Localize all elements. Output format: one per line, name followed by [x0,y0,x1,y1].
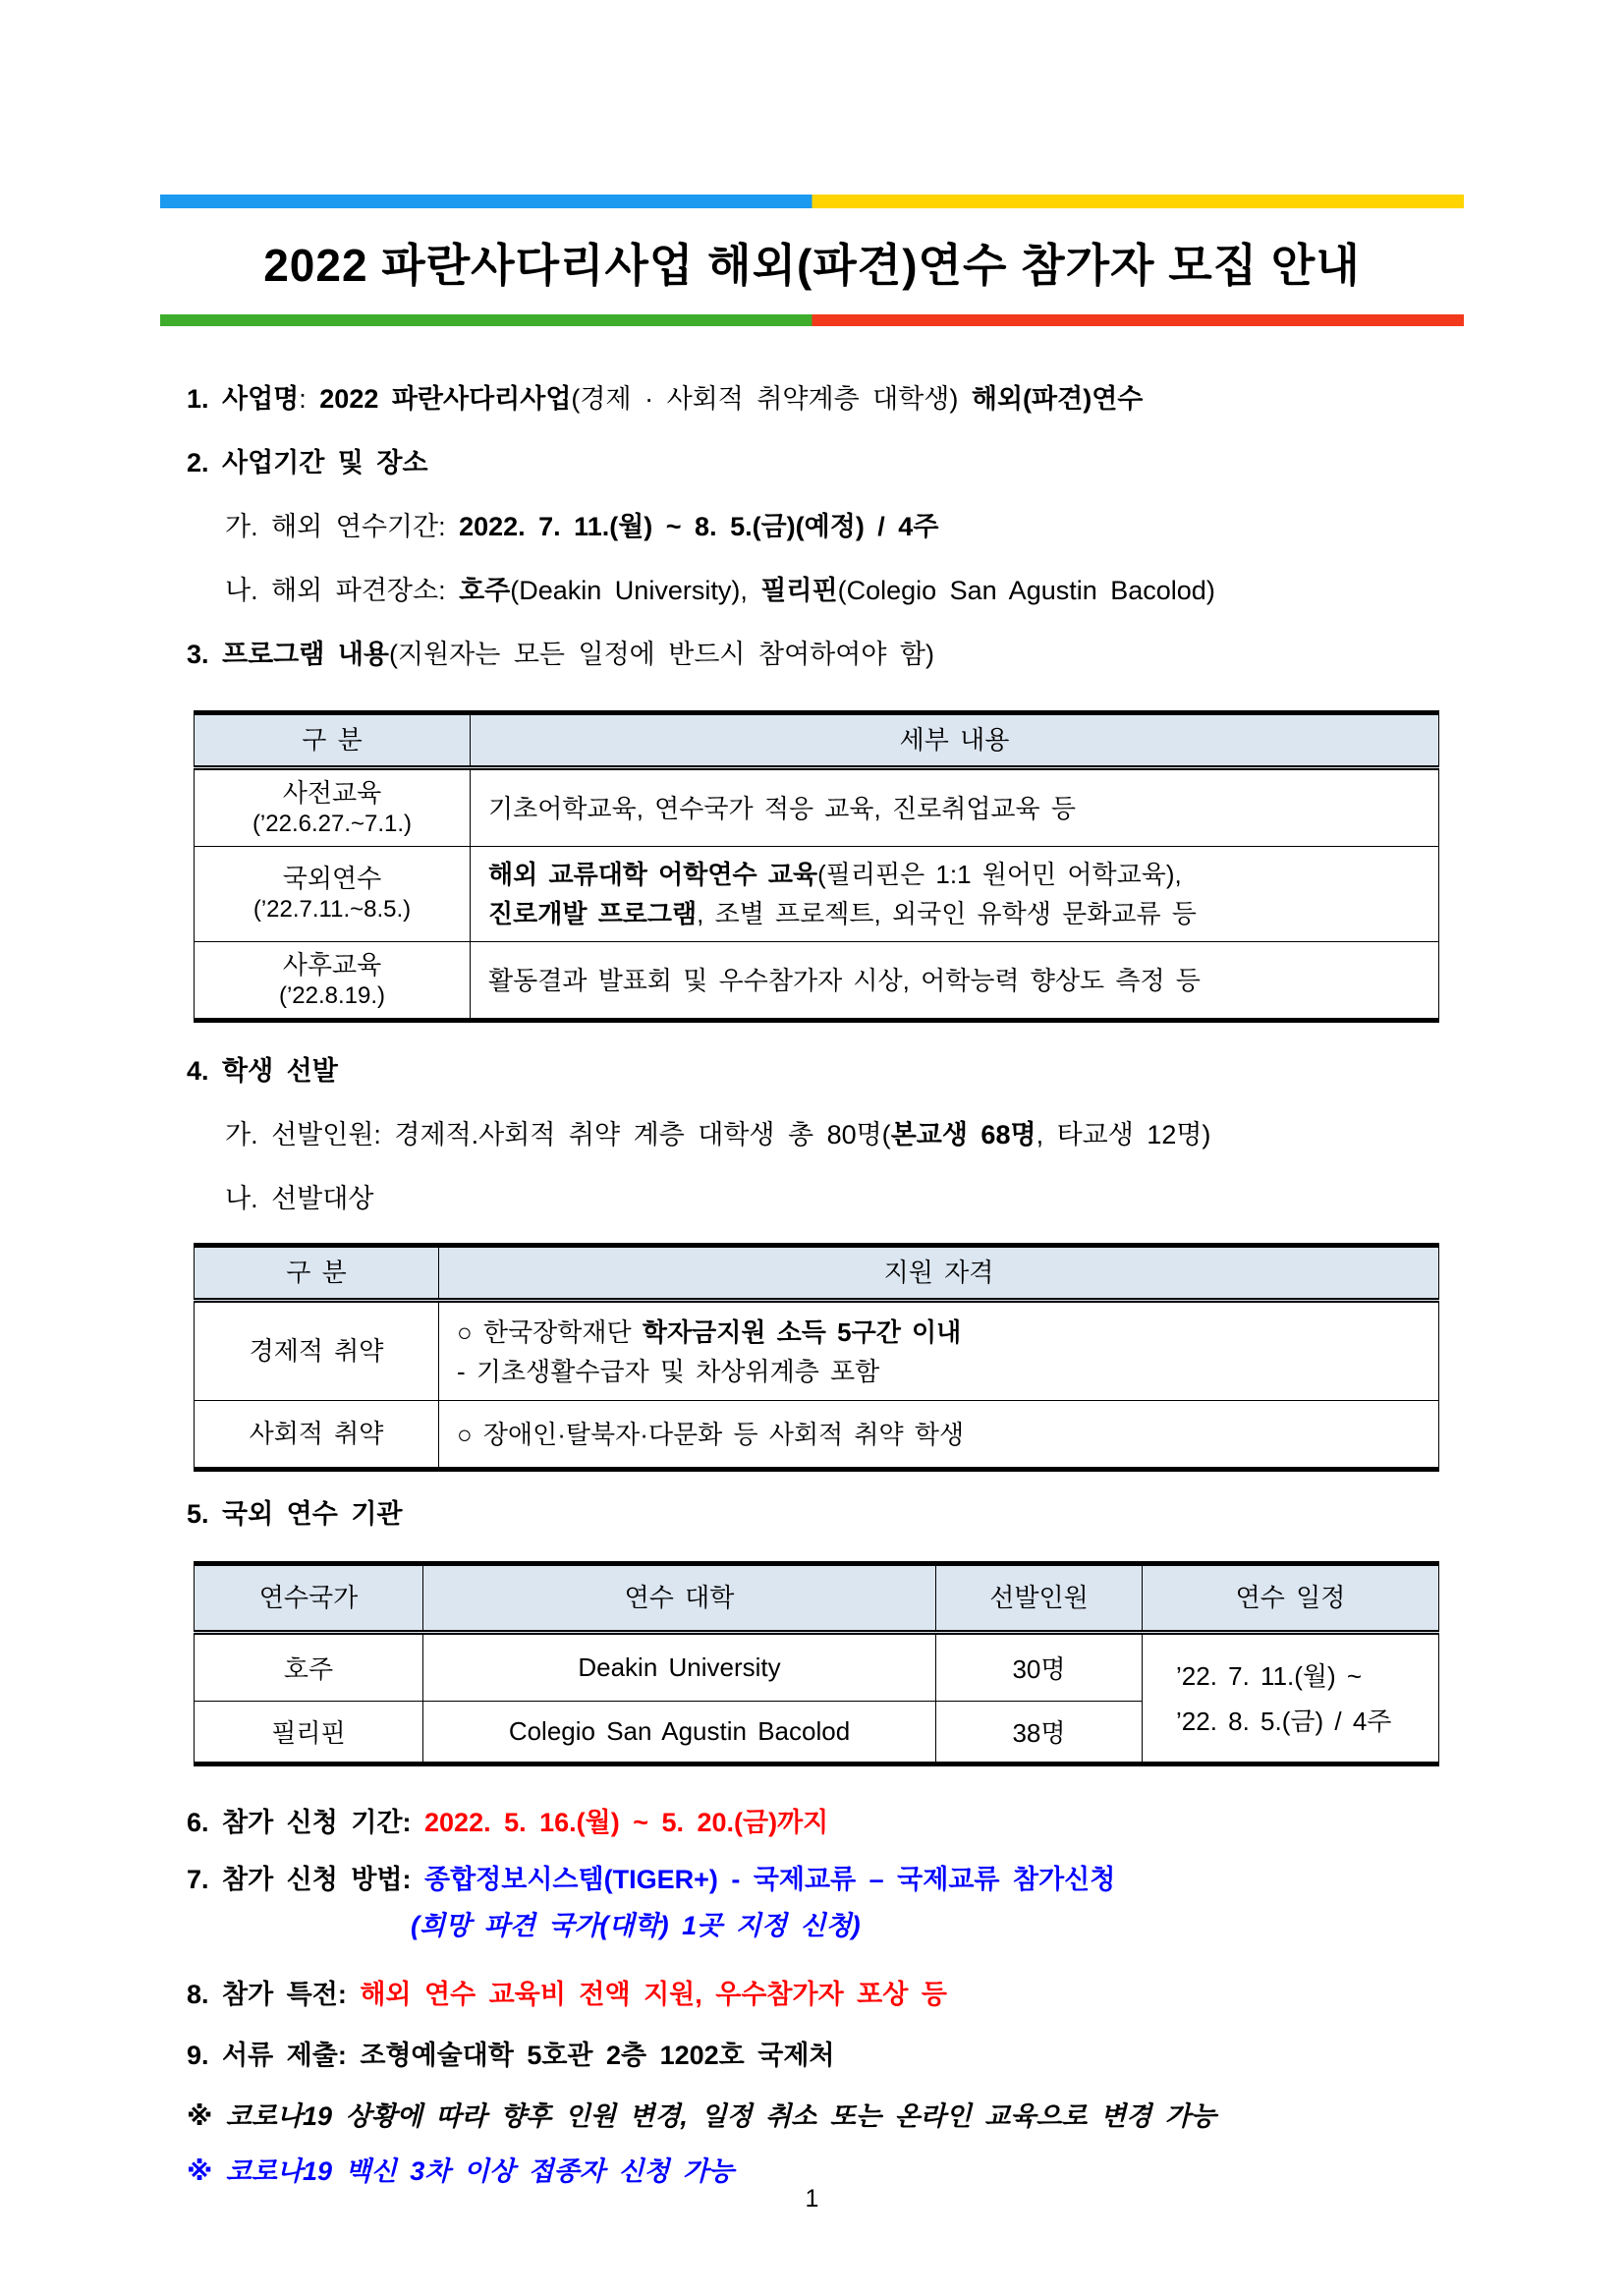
eligibility-row2-content: ○ 장애인·탈북자·다문화 등 사회적 취약 학생 [439,1401,1439,1470]
section-4a-tail: , 타교생 12명) [1036,1120,1211,1149]
document-body [187,382,1464,2188]
institutions-row2-country: 필리핀 [195,1702,423,1764]
program-row2-bold2: 진로개발 프로그램 [488,899,698,928]
eligibility-row1-line1-bold: 학자금지원 소득 5구간 이내 [642,1316,962,1347]
section-2b-dispatch-locations [225,574,1464,607]
page-number: 1 [805,2185,819,2212]
eligibility-row1-category: 경제적 취약 [195,1301,439,1401]
note-covid-vaccine [187,2155,1464,2188]
section-3-paren: (지원자는 모든 일정에 반드시 참여하여야 함) [389,640,934,669]
section-8-value: 해외 연수 교육비 전액 지원, 우수참가자 포상 등 [360,1980,947,2009]
institutions-row-australia [195,1633,1439,1702]
section-6-label: 6. 참가 신청 기간: [187,1808,425,1837]
eligibility-table-header-row [195,1246,1439,1301]
institutions-row2-university: Colegio San Agustin Bacolod [423,1702,936,1764]
program-row2-content [471,847,1439,942]
title-bottom-bar [160,314,1464,326]
section-6-application-period [187,1806,1464,1839]
eligibility-header-category: 구 분 [195,1246,439,1301]
program-row1-name: 사전교육 [282,777,382,808]
note-covid-change [187,2100,1464,2133]
section-4a-selection-count [225,1118,1464,1151]
program-row-pre-education [195,768,1439,847]
section-2b-country-australia: 호주 [459,576,511,605]
program-header-details: 세부 내용 [471,713,1439,768]
section-4a-bold: 본교생 68명 [890,1120,1036,1149]
program-row2-date: (’22.7.11.~8.5.) [252,896,412,923]
section-4a-label: 가. 선발인원: 경제적.사회적 취약 계층 대학생 총 80명( [225,1120,891,1149]
note-covid-change-text: ※ 코로나19 상황에 따라 향후 인원 변경, 일정 취소 또는 온라인 교육으로 변경 가능 [187,2101,1216,2131]
section-3-heading-line [187,638,1464,671]
eligibility-row2-category: 사회적 취약 [195,1401,439,1470]
program-row3-category [195,942,471,1021]
section-2b-university-philippines: (Colegio San Agustin Bacolod) [837,576,1215,605]
section-4b-label: 나. 선발대상 [225,1184,374,1213]
program-row1-content: 기초어학교육, 연수국가 적응 교육, 진로취업교육 등 [471,768,1439,847]
section-3-heading: 3. 프로그램 내용 [187,640,390,669]
institutions-header-country: 연수국가 [195,1564,423,1633]
section-2a-training-period [225,510,1464,543]
document-title: 2022 파란사다리사업 해외(파견)연수 참가자 모집 안내 [263,240,1361,291]
eligibility-row-social [195,1401,1439,1470]
section-9-document-submission [187,2039,1464,2072]
program-header-category: 구 분 [195,713,471,768]
institutions-schedule-line2: ’22. 8. 5.(금) / 4주 [1176,1706,1392,1736]
eligibility-row1-content [439,1301,1439,1401]
program-row2-bold1: 해외 교류대학 어학연수 교육 [488,860,818,889]
institutions-table [194,1561,1439,1766]
section-4-heading-line [187,1054,1464,1088]
eligibility-row1-line1-pre: ○ 한국장학재단 [457,1316,643,1347]
section-4b-selection-target [225,1182,1464,1215]
section-5-heading-line [187,1497,1464,1531]
section-7-value: 종합정보시스템(TIGER+) - 국제교류 – 국제교류 참가신청 [424,1865,1116,1894]
section-7-label: 7. 참가 신청 방법: [187,1865,425,1894]
section-1-colon: : [299,384,320,414]
institutions-row1-country: 호주 [195,1633,423,1702]
program-row1-category [195,768,471,847]
section-7-sub-text: (희망 파견 국가(대학) 1곳 지정 신청) [411,1911,861,1940]
program-row2-category [195,847,471,942]
section-9-label: 9. 서류 제출: 조형예술대학 5호관 2층 1202호 국제처 [187,2041,835,2070]
program-row2-text2: , 조별 프로젝트, 외국인 유학생 문화교류 등 [697,899,1197,928]
institutions-schedule-line1: ’22. 7. 11.(월) ~ [1176,1660,1363,1691]
section-4-heading: 4. 학생 선발 [187,1056,338,1086]
institutions-schedule-cell [1143,1633,1439,1764]
institutions-header-university: 연수 대학 [423,1564,936,1633]
note-covid-vaccine-text: ※ 코로나19 백신 3차 이상 접종자 신청 가능 [187,2156,735,2186]
section-2b-label: 나. 해외 파견장소: [225,576,460,605]
section-7-sub-note [411,1906,1464,1945]
eligibility-row-economic [195,1301,1439,1401]
institutions-row1-university: Deakin University [423,1633,936,1702]
program-row3-name: 사후교육 [282,949,382,980]
program-row3-content: 활동결과 발표회 및 우수참가자 시상, 어학능력 향상도 측정 등 [471,942,1439,1021]
section-2a-label: 가. 해외 연수기간: [225,512,460,541]
section-1-tail: 해외(파견)연수 [971,384,1144,414]
program-row2-name: 국외연수 [282,864,382,893]
eligibility-table [194,1243,1439,1472]
section-1-paren: (경제 · 사회적 취약계층 대학생) [571,384,972,414]
section-8-label: 8. 참가 특전: [187,1980,361,2009]
section-1-business-name [187,382,1464,416]
section-2b-country-philippines: 필리핀 [760,576,838,605]
section-2-heading-line [187,446,1464,479]
program-row1-date: (’22.6.27.~7.1.) [252,810,413,837]
eligibility-header-qualification: 지원 자격 [439,1246,1439,1301]
eligibility-row1-line2: - 기초생활수급자 및 차상위계층 포함 [457,1356,880,1386]
program-row3-date: (’22.8.19.) [278,981,386,1009]
section-8-benefits [187,1978,1464,2011]
institutions-row1-count: 30명 [936,1633,1143,1702]
program-table [194,710,1439,1023]
title-top-bar [160,195,1464,208]
program-row-post-education [195,942,1439,1021]
section-2-heading: 2. 사업기간 및 장소 [187,448,428,477]
section-2b-university-australia: (Deakin University), [510,576,761,605]
institutions-row2-count: 38명 [936,1702,1143,1764]
section-5-heading: 5. 국외 연수 기관 [187,1499,403,1529]
section-6-value: 2022. 5. 16.(월) ~ 5. 20.(금)까지 [424,1808,829,1837]
section-7-application-method [187,1863,1464,1896]
institutions-header-count: 선발인원 [936,1564,1143,1633]
section-1-program-name: 2022 파란사다리사업 [319,384,572,414]
institutions-table-header-row [195,1564,1439,1633]
institutions-header-schedule: 연수 일정 [1143,1564,1439,1633]
title-banner [160,195,1464,326]
program-table-header-row [195,713,1439,768]
program-row2-text1: (필리핀은 1:1 원어민 어학교육), [817,860,1182,889]
section-2a-value: 2022. 7. 11.(월) ~ 8. 5.(금)(예정) / 4주 [459,512,939,541]
program-row-overseas-training [195,847,1439,942]
section-1-heading: 1. 사업명 [187,384,300,414]
